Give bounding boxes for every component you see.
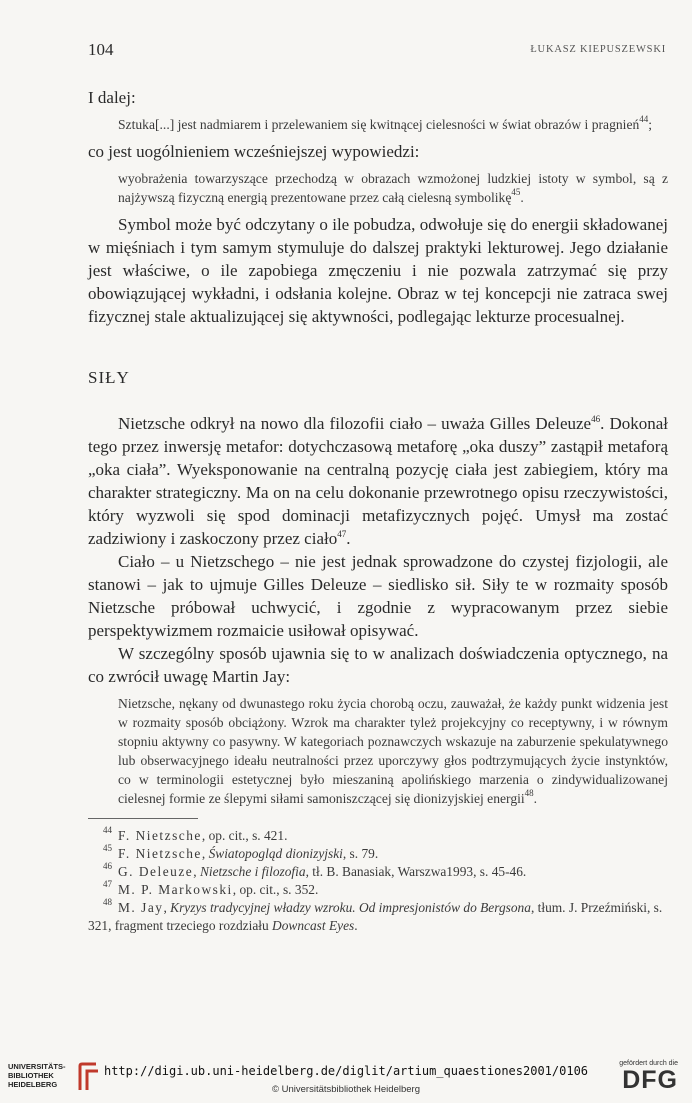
- page-header: [88, 40, 666, 62]
- note-ref-45: 45: [511, 187, 521, 197]
- library-logo: UNIVERSITÄTS- BIBLIOTHEK HEIDELBERG: [8, 1062, 66, 1089]
- paragraph-nietzsche: Nietzsche odkrył na nowo dla filozofii ciało – uważa Gilles Deleuze$^{46}$. Dokonał tego przez inwersję metafor: dotychczasową metaforę „oka duszy” zastąpił metaforą „oka ciała”. Wyeksponowanie na centralną pozycję ciała jest zabiegiem, który ma charakter strategiczny. Ma on na celu dokonanie przewrotnego opisu rzeczywistości, który wyzwoli się spod dominacji metafizycznych pojęć. Umysł ma zostać zadziwiony i zaskoczony przez ciało$^{47}$.: [88, 414, 668, 548]
- main-text: [88, 86, 668, 935]
- running-head: ŁUKASZ KIEPUSZEWSKI: [530, 44, 666, 55]
- note-ref-44: 44: [639, 114, 649, 124]
- intro-line-2: co jest uogólnieniem wcześniejszej wypowiedzi:: [88, 142, 420, 161]
- intro-line-1: I dalej:: [88, 88, 136, 107]
- block-quote-2: wyobrażenia towarzyszące przechodzą w obrazach wzmożonej ludzkiej istoty w symbol, są z najżywszą fizyczną energią prezentowane przez całą cielesną symbolikę$^{45}$.: [118, 171, 668, 205]
- paragraph-cialo: Ciało – u Nietzschego – nie jest jednak sprowadzone do czystej fizjologii, ale stanowi – jak to ujmuje Gilles Deleuze – siedlisko sił. Siły te w rozmaity sposób Nietzsche próbował uchwycić, i zgodnie z wypracowanym przez siebie perspektywizmem rozmaicie usiłował opisywać.: [88, 552, 668, 640]
- footnote-divider: [88, 818, 198, 819]
- note-ref-47: 47: [337, 529, 347, 539]
- source-url-link[interactable]: http://digi.ub.uni-heidelberg.de/diglit/artium_quaestiones2001/0106: [103, 1064, 589, 1078]
- footnote-48: $^{48}$ M. Jay, Kryzys tradycyjnej władzy wzroku. Od impresjonistów do Bergsona, tłum. J. Przeźmiński, s. 321, fragment trzeciego rozdziału Downcast Eyes.: [88, 897, 663, 933]
- paragraph-optics: W szczególny sposób ujawnia się to w analizach doświadczenia optycznego, na co zwrócił uwagę Martin Jay:: [88, 644, 668, 686]
- footnote-44: $^{44}$ F. Nietzsche, op. cit., s. 421.: [103, 825, 288, 843]
- page-number: 104: [88, 40, 114, 59]
- block-quote-3: Nietzsche, nękany od dwunastego roku życia chorobą oczu, zauważał, że każdy punkt widzenia jest w rozmaity sposób obciążony. Wzrok ma charakter tyleż projekcyjny co receptywny, i w równym stopniu aktywny co pasywny. W kategoriach poznawczych wskazuje na zaburzenie spekulatywnego lub obserwacyjnego ideału neutralności przez uporczywy głos podtrzymujących życie instynktów, co w terminologii estetycznej było mieszaniną apolińskiego marzenia o zindywidualizowanej cielesnej formie ze ślepymi siłami samoniszczącej się dionizyjskiej energii$^{48}$.: [118, 696, 668, 806]
- copyright-notice: © Universitätsbibliothek Heidelberg: [272, 1084, 420, 1095]
- paragraph-symbol: Symbol może być odczytany o ile pobudza, odwołuje się do energii składowanej w mięśniach i tym samym stymuluje do dalszej praktyki lekturowej. Jego działanie jest właściwe, o ile zapobiega zmęczeniu i nie pozwala zatrzymać się przy obowiązującej wykładni, i odsłania kolejne. Obraz w tej koncepcji nie zatraca swej fizycznej stale aktualizującej się aktywności, podlegając lekturze procesualnej.: [88, 215, 668, 326]
- note-ref-46: 46: [591, 414, 601, 424]
- note-ref-48: 48: [524, 788, 534, 798]
- footnote-47: $^{47}$ M. P. Markowski, op. cit., s. 352.: [103, 879, 319, 897]
- footnote-46: $^{46}$ G. Deleuze, Nietzsche i filozofia, tł. B. Banasiak, Warszwa1993, s. 45-46.: [103, 861, 527, 879]
- footnote-45: $^{45}$ F. Nietzsche, Światopogląd dionizyjski, s. 79.: [103, 843, 379, 861]
- block-quote-1: Sztuka[...] jest nadmiarem i przelewaniem się kwitnącej cielesności w świat obrazów i pragnień$^{44}$;: [118, 114, 653, 132]
- dfg-logo-icon: DFG: [622, 1066, 678, 1094]
- funder-logo: gefördert durch die DFG: [619, 1060, 678, 1094]
- section-heading: SIŁY: [88, 368, 130, 387]
- digitization-footer: [0, 1050, 692, 1103]
